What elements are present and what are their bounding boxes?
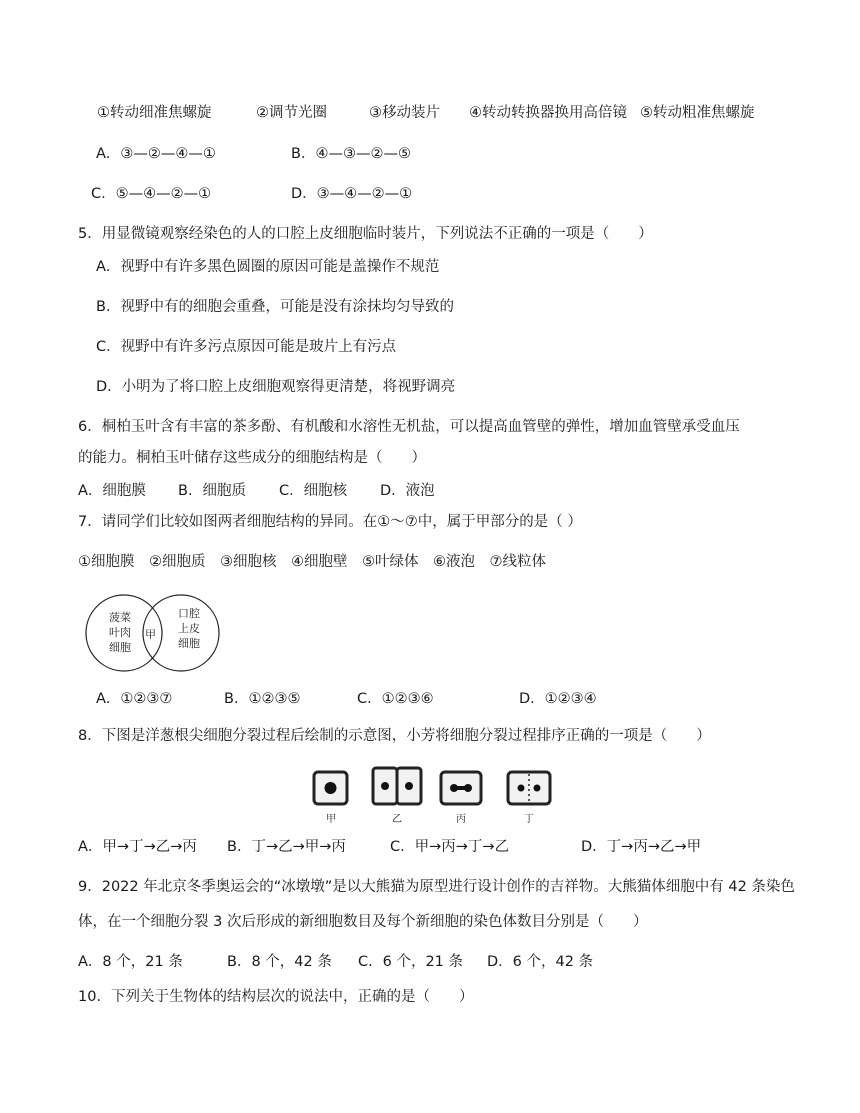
venn-left-label-3: 细胞 bbox=[109, 641, 131, 654]
cell-jia bbox=[314, 772, 347, 804]
q9-stem-line1: 9．2022 年北京冬季奥运会的“冰墩墩”是以大熊猫为原型进行设计创作的吉祥物。大熊猫体细胞中有 42 条染色 bbox=[78, 879, 795, 895]
q7-option-a[interactable]: A．①②③⑦ bbox=[96, 691, 173, 707]
venn-right-label-1: 口腔 bbox=[178, 607, 200, 620]
venn-right-label-2: 上皮 bbox=[178, 622, 200, 635]
q8-option-a[interactable]: A．甲→丁→乙→丙 bbox=[78, 839, 197, 855]
q4-option-c[interactable]: C．⑤—④—②—① bbox=[91, 186, 212, 202]
q4-option-d[interactable]: D．③—④—②—① bbox=[291, 186, 413, 202]
label-ding: 丁 bbox=[524, 814, 534, 825]
label-jia: 甲 bbox=[326, 814, 336, 825]
q8-stem: 8．下图是洋葱根尖细胞分裂过程后绘制的示意图，小芳将细胞分裂过程排序正确的一项是（ ） bbox=[78, 728, 711, 744]
q4-step-4: ④转动转换器换用高倍镜 bbox=[469, 105, 627, 121]
q5-option-d[interactable]: D．小明为了将口腔上皮细胞观察得更清楚，将视野调亮 bbox=[96, 379, 456, 395]
q7-stem: 7．请同学们比较如图两者细胞结构的异同。在①～⑦中，属于甲部分的是（ ） bbox=[78, 514, 582, 530]
q6-option-d[interactable]: D．液泡 bbox=[380, 483, 435, 499]
q5-option-a[interactable]: A．视野中有许多黑色圆圈的原因可能是盖操作不规范 bbox=[96, 259, 440, 275]
q7-option-b[interactable]: B．①②③⑤ bbox=[224, 691, 301, 707]
q9-option-a[interactable]: A．8 个，21 条 bbox=[78, 954, 183, 970]
venn-right-label-3: 细胞 bbox=[178, 637, 200, 650]
q5-option-b[interactable]: B．视野中有的细胞会重叠，可能是没有涂抹均匀导致的 bbox=[96, 299, 454, 315]
venn-diagram bbox=[82, 590, 224, 676]
cell-bing bbox=[441, 772, 481, 804]
q8-option-d[interactable]: D．丁→丙→乙→甲 bbox=[581, 839, 702, 855]
q6-option-a[interactable]: A．细胞膜 bbox=[78, 483, 146, 499]
q6-option-b[interactable]: B．细胞质 bbox=[178, 483, 246, 499]
q7-items: ①细胞膜 ②细胞质 ③细胞核 ④细胞壁 ⑤叶绿体 ⑥液泡 ⑦线粒体 bbox=[78, 554, 546, 570]
q8-option-c[interactable]: C．甲→丙→丁→乙 bbox=[390, 839, 510, 855]
q9-option-c[interactable]: C．6 个，21 条 bbox=[358, 954, 464, 970]
q6-stem-line2: 的能力。桐柏玉叶储存这些成分的细胞结构是（ ） bbox=[78, 450, 426, 466]
q9-option-d[interactable]: D．6 个，42 条 bbox=[487, 954, 594, 970]
q4-step-5: ⑤转动粗准焦螺旋 bbox=[640, 105, 755, 121]
q7-option-c[interactable]: C．①②③⑥ bbox=[357, 691, 434, 707]
q6-stem-line1: 6．桐柏玉叶含有丰富的茶多酚、有机酸和水溶性无机盐，可以提高血管壁的弹性，增加血管壁承受血压 bbox=[78, 419, 740, 435]
q5-stem: 5．用显微镜观察经染色的人的口腔上皮细胞临时装片，下列说法不正确的一项是（ ） bbox=[78, 226, 653, 242]
q8-option-b[interactable]: B．丁→乙→甲→丙 bbox=[227, 839, 346, 855]
label-yi: 乙 bbox=[392, 814, 402, 825]
cell-yi bbox=[373, 768, 421, 804]
venn-left-label-1: 菠菜 bbox=[109, 611, 131, 624]
q4-step-1: ①转动细准焦螺旋 bbox=[97, 105, 212, 121]
q9-stem-line2: 体，在一个细胞分裂 3 次后形成的新细胞数目及每个新细胞的染色体数目分别是（ ） bbox=[78, 914, 648, 930]
venn-left-label-2: 叶肉 bbox=[109, 626, 131, 639]
q4-option-a[interactable]: A．③—②—④—① bbox=[96, 146, 216, 162]
cell-ding bbox=[508, 772, 550, 804]
q9-option-b[interactable]: B．8 个，42 条 bbox=[227, 954, 332, 970]
q7-option-d[interactable]: D．①②③④ bbox=[519, 691, 597, 707]
q5-option-c[interactable]: C．视野中有许多污点原因可能是玻片上有污点 bbox=[96, 339, 397, 355]
cell-division-figure bbox=[310, 762, 560, 828]
q4-step-2: ②调节光圈 bbox=[256, 105, 327, 121]
q4-option-b[interactable]: B．④—③—②—⑤ bbox=[291, 146, 411, 162]
label-bing: 丙 bbox=[456, 814, 466, 825]
q6-option-c[interactable]: C．细胞核 bbox=[279, 483, 348, 499]
venn-middle-label: 甲 bbox=[145, 628, 156, 641]
q10-stem: 10．下列关于生物体的结构层次的说法中，正确的是（ ） bbox=[78, 989, 474, 1005]
q4-step-3: ③移动装片 bbox=[369, 105, 440, 121]
